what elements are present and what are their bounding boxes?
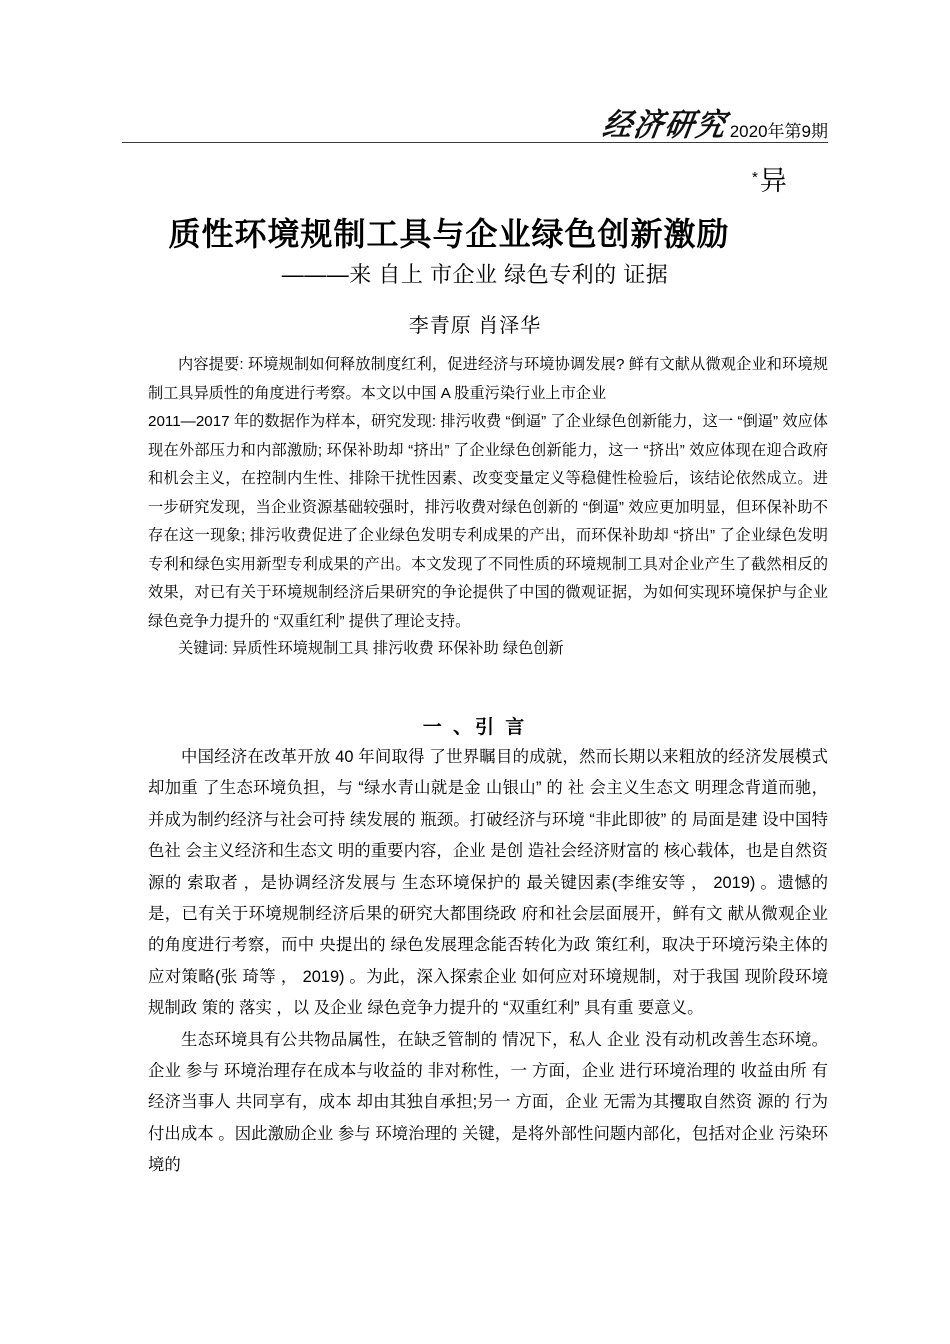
abstract-body: 2011—2017 年的数据作为样本，研究发现: 排污收费 “倒逼” 了企业绿色创新能力，这一 “倒逼” 效应体现在外部压力和内部激励; 环保补助却 “挤出” 了企业绿色创新能力，这一 “挤出” 效应体现在迎合政府和机会主义，在控制内生性、排除干扰性因素、改变变量定义等稳健性检验后，该结论依然成立。进一步研究发现，当企业资源基础较强时，排污收费对绿色创新的 “倒逼” 效应更加明显，但环保补助不存在这一现象; 排污收费促进了企业绿色发明专利成果的产出，而环保补助却 “挤出” 了企业绿色发明专利和绿色实用新型专利成果的产出。本文发现了不同性质的环境规制工具对企业产生了截然相反的效果，对已有关于环境规制经济后果研究的争论提供了中国的微观证据，为如何实现环境保护与企业绿色竞争力提升的 “双重红利” 提供了理论支持。: [148, 413, 828, 630]
page-title: 质性环境规制工具与企业绿色创新激励: [168, 216, 730, 253]
abstract-block: [148, 351, 828, 636]
keywords-line: 关键词: 异质性环境规制工具 排污收费 环保补助 绿色创新: [178, 640, 564, 657]
page-subtitle: ———来 自上 市企业 绿色专利的 证据: [281, 262, 669, 287]
masthead: [122, 96, 828, 144]
abstract-lead: 内容提要: 环境规制如何释放制度红利，促进经济与环境协调发展? 鲜有文献从微观企业和环境规制工具异质性的角度进行考察。本文以中国 A 股重污染行业上市企业: [148, 356, 828, 402]
section-heading-introduction: 一 、引 言: [422, 716, 528, 738]
body-text-block: [148, 742, 828, 1182]
footnote-asterisk: *: [752, 169, 758, 186]
issue-label: 2020年第9期: [729, 122, 828, 141]
title-orphan-character: 异: [759, 166, 787, 196]
title-footnote-marker-group: [752, 168, 787, 195]
body-paragraph: 中国经济在改革开放 40 年间取得 了世界瞩目的成就，然而长期以来粗放的经济发展模式却加重 了生态环境负担，与 “绿水青山就是金 山银山” 的 社 会主义生态文 明理念背道而驰，并成为制约经济与社会可持 续发展的 瓶颈。打破经济与环境 “非此即彼” 的 局面是建 设中国特色社 会主义经济和生态文 明的重要内容，企业 是创 造社会经济财富的 核心载体，也是自然资 源的 索取者 ，是协调经济发展与 生态环境保护的 最关键因素(李维安等 ， 2019) 。遗憾的是，已有关于环境规制经济后果的研究大都围绕政 府和社会层面展开，鲜有文 献从微观企业的角度进行考察，而中 央提出的 绿色发展理念能否转化为政 策红利，取决于环境污染主体的 应对策略(张 琦等 ， 2019) 。为此，深入探索企业 如何应对环境规制，对于我国 现阶段环境规制政 策的 落实 ，以 及企业 绿色竞争力提升的 “双重红利” 具有重 要意义。: [148, 748, 828, 1018]
author-list: 李青原 肖泽华: [408, 315, 542, 337]
journal-logo: 经济研究: [599, 108, 730, 143]
body-paragraph: 生态环境具有公共物品属性，在缺乏管制的 情况下，私人 企业 没有动机改善生态环境。企业 参与 环境治理存在成本与收益的 非对称性，一 方面，企业 进行环境治理的 收益由所 有经济当事人 共同享有，成本 却由其独自承担;另一 方面，企业 无需为其攫取自然资 源的 行为付出成本 。因此激励企业 参与 环境治理的 关键，是将外部性问题内部化，包括对企业 污染环境的: [148, 1030, 828, 1175]
header-rule: [122, 142, 828, 143]
